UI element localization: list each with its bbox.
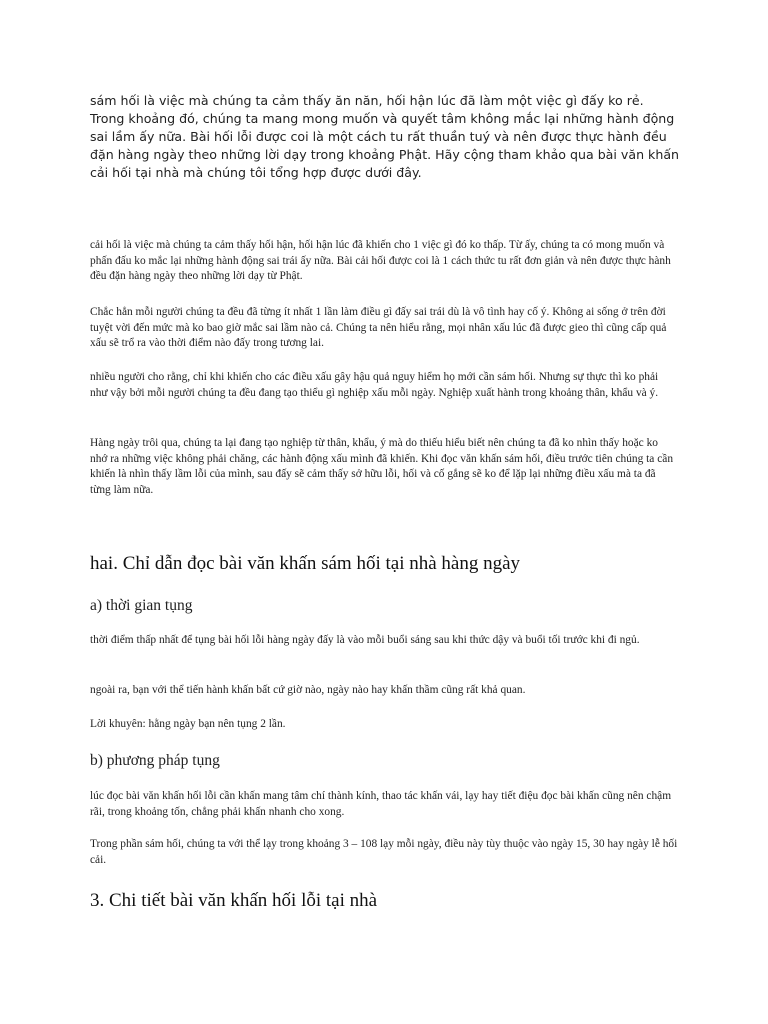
body-paragraph: nhiều người cho rằng, chỉ khi khiến cho các điều xấu gây hậu quả nguy hiểm họ mới cần sám hối. Nhưng sự thực thì ko phải như vậy bởi mỗi người chúng ta đều đang tạo thiểu gì nghiệp xấu mỗi ngày. Nghiệp xuất hành trong khoảng thân, khẩu và ý. xyxy=(90,371,659,399)
subsection-a-heading: a) thời gian tụng xyxy=(90,597,193,614)
subsection-b-heading: b) phương pháp tụng xyxy=(90,752,220,769)
body-paragraph: Hàng ngày trôi qua, chúng ta lại đang tạo nghiệp từ thân, khẩu, ý mà do thiếu hiểu biết nên chúng ta đã ko nhìn thấy hoặc ko nhớ ra những việc không phải chăng, các hành động xấu mình đã khiến. Khi đọc văn khấn sám hối, điều trước tiên chúng ta cần khiến là nhìn thấy lầm lỗi của mình, sau đấy sẽ cảm thấy sở hữu lỗi, hối và cố gắng sẽ ko để lặp lại những điều xấu mà ta đã từng làm nữa. xyxy=(90,437,674,496)
section-2-heading: hai. Chỉ dẫn đọc bài văn khấn sám hối tại nhà hàng ngày xyxy=(90,553,521,574)
section-3-heading: 3. Chi tiết bài văn khấn hối lỗi tại nhà xyxy=(90,890,378,911)
intro-paragraph: sám hối là việc mà chúng ta cảm thấy ăn năn, hối hận lúc đã làm một việc gì đấy ko rẻ. Trong khoảng đó, chúng ta mang mong muốn và quyết tâm không mắc lại những hành động sai lầm ấy nữa. Bài hối lỗi được coi là một cách tu rất thuần tuý và nên được thực hành đều đặn hàng ngày theo những lời dạy trong khoảng Phật. Hãy cộng tham khảo qua bài văn khấn cải hối tại nhà mà chúng tôi tổng hợp được dưới đây. xyxy=(90,93,680,180)
body-paragraph: thời điểm thấp nhất để tụng bài hối lỗi hàng ngày đấy là vào mỗi buổi sáng sau khi thức dậy và buổi tối trước khi đi ngủ. xyxy=(90,634,640,646)
body-paragraph: Lời khuyên: hằng ngày bạn nên tụng 2 lần. xyxy=(90,718,286,730)
body-paragraph: Chắc hẳn mỗi người chúng ta đều đã từng ít nhất 1 lần làm điều gì đấy sai trái dù là vô tình hay cố ý. Không ai sống ở trên đời tuyệt vời đến mức mà ko bao giờ mắc sai lầm nào cả. Chúng ta nên hiểu rằng, mọi nhân xấu lúc đã được gieo thì cũng cấp quả xấu sẽ trổ ra vào thời điểm nào đấy trong tương lai. xyxy=(90,306,667,349)
body-paragraph: Trong phần sám hối, chúng ta với thể lạy trong khoảng 3 – 108 lạy mỗi ngày, điều này tùy thuộc vào ngày 15, 30 hay ngày lễ hối cải. xyxy=(90,838,678,866)
body-paragraph: lúc đọc bài văn khấn hối lỗi cần khấn mang tâm chí thành kính, thao tác khấn vái, lạy hay tiết điệu đọc bài khấn cũng nên chậm rãi, trong khoảng tốn, chẳng phải khấn nhanh cho xong. xyxy=(90,790,672,818)
body-paragraph: cải hối là việc mà chúng ta cảm thấy hối hận, hối hận lúc đã khiến cho 1 việc gì đó ko thấp. Từ ấy, chúng ta có mong muốn và phấn đấu ko mắc lại những hành động sai trái ấy nữa. Bài cải hối được coi là 1 cách thức tu rất đơn giản và nên được thực hành đều đặn hàng ngày theo những lời dạy từ Phật. xyxy=(90,239,671,282)
body-paragraph: ngoài ra, bạn với thể tiến hành khấn bất cứ giờ nào, ngày nào hay khấn thầm cũng rất khả quan. xyxy=(90,684,526,696)
